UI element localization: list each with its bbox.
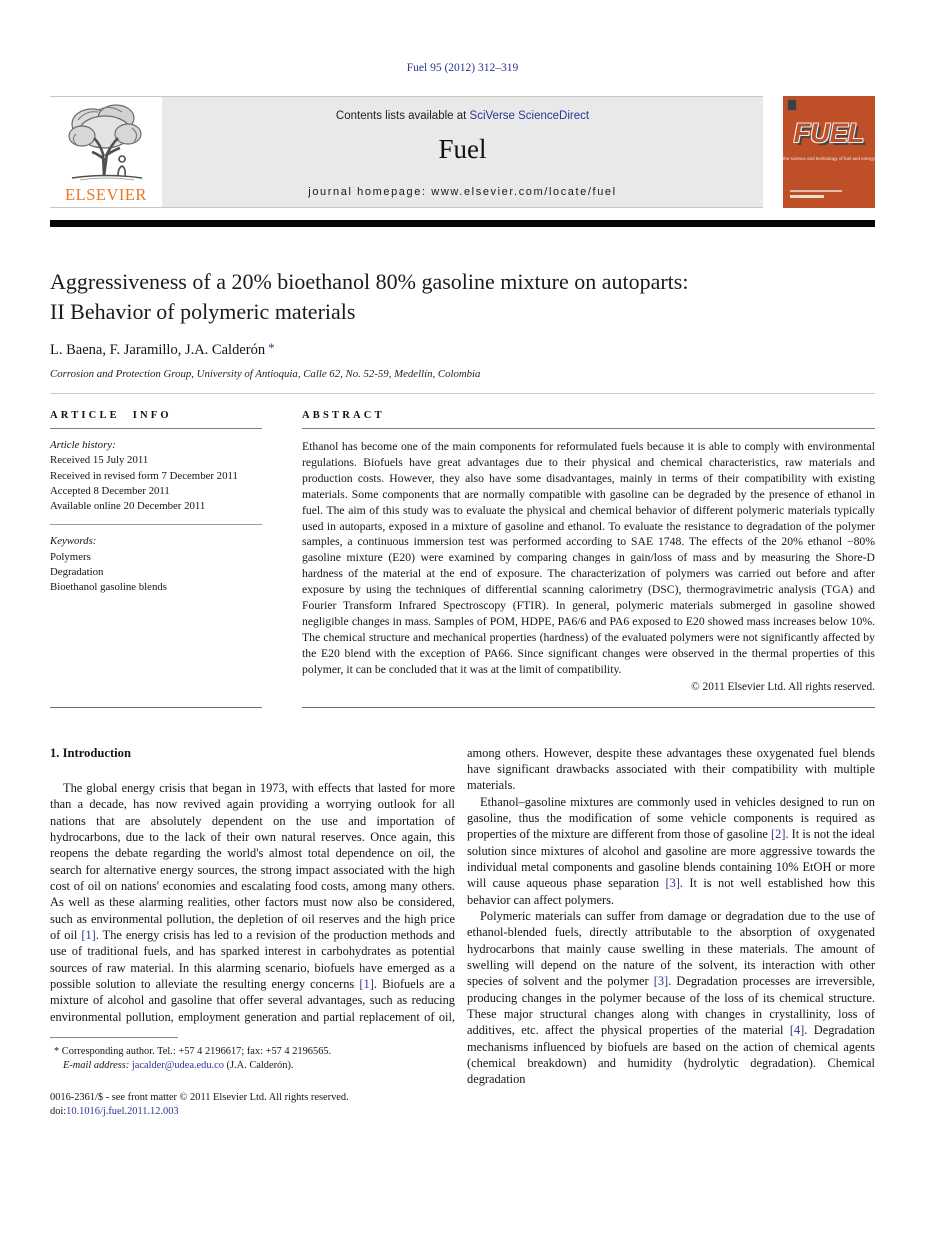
- keywords-label: Keywords:: [50, 535, 97, 548]
- text-segment: . It is not well established how this behavior can affect polymers.: [467, 876, 875, 907]
- contents-list-line: [162, 110, 763, 122]
- text-segment: among others. However, despite these advantages these oxygenated fuel blends have significant drawbacks associated with their compatibility with multiple materials.: [467, 745, 875, 793]
- list-item: Polymers: [50, 550, 91, 563]
- body-paragraph: [467, 908, 875, 1088]
- list-item: Available online 20 December 2011: [50, 500, 206, 513]
- body-paragraph: [467, 745, 875, 794]
- cover-emblem-icon: [788, 100, 796, 110]
- footnote-email-line: [50, 1059, 455, 1073]
- right-column-paragraphs: [467, 745, 875, 1088]
- banner-center-panel: [162, 97, 763, 207]
- body-right-column: [467, 745, 875, 1120]
- author-affiliation: Corrosion and Protection Group, University of Antioquia, Calle 62, No. 52-59, Medellín, Colombia: [50, 368, 481, 380]
- journal-banner: [50, 96, 875, 208]
- article-history-block: [50, 429, 262, 514]
- footnote-rule: [50, 1037, 178, 1038]
- cover-journal-title: FUEL: [793, 118, 865, 148]
- journal-citation-header: Fuel 95 (2012) 312–319: [406, 62, 519, 74]
- cover-footer-decoration: [790, 190, 842, 192]
- doi-link[interactable]: 10.1016/j.fuel.2011.12.003: [66, 1106, 179, 1117]
- article-title: [50, 267, 875, 327]
- introduction-heading: 1. Introduction: [50, 745, 131, 760]
- elsevier-wordmark: ELSEVIER: [65, 185, 147, 204]
- article-title-line2: II Behavior of polymeric materials: [50, 299, 356, 324]
- text-segment: . The energy crisis has led to a revision of the production methods and use of traditional fuels, and has sparked interest in carbohydrates as potential sources of raw material. In this alarming scenario, biofuels have emerged as a possible solution to alleviate the resulting energy concerns: [50, 928, 455, 992]
- citation-link[interactable]: [3]: [653, 974, 669, 989]
- text-segment: . Degradation mechanisms influenced by biofuels are based on the action of chemical agents (chemical breakdown) and humidity (hydrolytic degradation). Chemical degradation: [467, 1023, 876, 1087]
- elsevier-logo-block: [50, 97, 162, 207]
- footnote-asterisk: *: [54, 1046, 60, 1058]
- email-label: E-mail address:: [63, 1060, 130, 1072]
- journal-name: Fuel: [438, 134, 487, 164]
- footnote-contact-text: Corresponding author. Tel.: +57 4 2196617; fax: +57 4 2196565.: [59, 1046, 332, 1058]
- list-item: Degradation: [50, 566, 104, 579]
- text-segment: . Degradation processes are irreversible, producing changes in the polymer because of the loss of its chemical structure. These major structural changes along with changes in crystallinity, loss of additives, etc. affect the physical properties of the material: [467, 974, 875, 1038]
- abstract-text: Ethanol has become one of the main components for reformulated fuels because it is able to comply with environmental regulations. Biofuels have great advantages due to their physical and chemical characteristics, raw materials and production costs. However, they also have some disadvantages, mainly in terms of their compatibility with existing materials. Some components that are normally compatible with gasoline can be degraded by the presence of ethanol in fuel. The aim of this study was to evaluate the physical and chemical behavior of different polymeric materials typically used in autoparts, exposed in a mixture of gasoline and ethanol. To evaluate the resistance to degradation of the polymer samples, a continuous immersion test was performed according to SAE 1748. The effects of the 20% ethanol −80% gasoline mixture (E20) were examined by comparing changes in gain/loss of mass and by measuring the Shore-D hardness of the material at the end of exposure. The characterization of polymers was carried out before and after exposure by using the techniques of differential scanning calorimetry (DSC), thermogravimetric analysis (TGA) and Fourier Transform Infrared Spectroscopy (FTIR). In general, polymeric materials submerged in gasoline showed negligible changes in mass. Samples of POM, HDPE, PA6/6 and PA6 exposed to E20 showed mass increases below 10%. The chemical structure and mechanical properties (hardness) of the evaluated polymers were not significantly affected by the E20 blend with the exception of PA66. Since significant changes were observed in the thermal properties of this polymer, it can be concluded that it was at the limit of compatibility.: [302, 440, 875, 676]
- corresponding-author-asterisk-link[interactable]: *: [268, 340, 275, 355]
- header-divider-bar: [50, 220, 875, 227]
- doi-label: doi:: [50, 1106, 67, 1117]
- list-item: Bioethanol gasoline blends: [50, 581, 167, 594]
- body-paragraph: [467, 794, 875, 908]
- imprint-block: [50, 1091, 455, 1120]
- citation-link[interactable]: [1]: [81, 928, 96, 943]
- text-segment: . It is not the ideal solution since mixtures of alcohol and gasoline are more aggressive towards the individual metal components and gasoline blends containing 10% EtOH or more will cause aqueous phase separation: [467, 827, 875, 891]
- info-abstract-section: [50, 394, 875, 708]
- cover-subtitle: the science and technology of fuel and energy: [783, 156, 875, 161]
- sciverse-sciencedirect-link[interactable]: SciVerse ScienceDirect: [469, 110, 590, 122]
- doi-line: [50, 1105, 455, 1120]
- email-suffix: (J.A. Calderón).: [223, 1060, 294, 1072]
- citation-link[interactable]: [4]: [789, 1023, 805, 1038]
- article-history-label: Article history:: [50, 439, 116, 451]
- abstract-column: [302, 394, 875, 708]
- keywords-block: [50, 525, 262, 607]
- elsevier-tree-icon: [58, 98, 154, 187]
- abstract-heading: ABSTRACT: [302, 394, 875, 429]
- article-info-column: [50, 394, 262, 708]
- text-segment: Ethanol–gasoline mixtures are commonly used in vehicles designed to run on gasoline, thus the modification of some vehicle components is required as properties of the mixture are different from those of gasoline: [467, 794, 875, 842]
- journal-cover-thumbnail[interactable]: [783, 96, 875, 208]
- article-title-line1: Aggressiveness of a 20% bioethanol 80% gasoline mixture on autoparts:: [50, 269, 689, 294]
- body-paragraph: [50, 780, 455, 1025]
- issn-line: 0016-2361/$ - see front matter © 2011 Elsevier Ltd. All rights reserved.: [50, 1091, 349, 1103]
- list-item: Accepted 8 December 2011: [50, 484, 170, 497]
- body-two-column-section: [50, 745, 875, 1120]
- author-line: [50, 342, 875, 359]
- corresponding-author-footnote: [50, 1037, 455, 1073]
- email-link[interactable]: jacalder@udea.edu.co: [129, 1060, 224, 1072]
- contents-prefix-text: Contents lists available at: [335, 110, 470, 122]
- body-left-column: [50, 745, 455, 1120]
- article-info-heading: ARTICLE INFO: [50, 394, 262, 429]
- journal-homepage-link[interactable]: journal homepage: www.elsevier.com/locate/fuel: [308, 186, 617, 198]
- citation-link[interactable]: [2]: [771, 827, 786, 842]
- text-segment: Polymeric materials can suffer from damage or degradation due to the use of ethanol-blended fuels, directly attributable to the absorption of oxygenated hydrocarbons that mainly cause swelling in these materials. The amount of swelling will depend on the nature of the solvent, its interaction with other species of solvent and the polymer: [467, 909, 875, 989]
- text-segment: The global energy crisis that began in 1973, with effects that lasted for more than a decade, has now revived again providing a worrying outlook for all nations that are absolutely dependent on the use and importation of hydrocarbons, due to the lack of their own natural reserves. Once again, this reopens the debate regarding the world's almost total dependence on oil, the search for alternative energy sources, the strong impact associated with the high cost of oil on nations' economies and escalating food costs, among many others. As well as these alarming realities, other factors must now also be considered, such as environmental pollution, the depletion of oil reserves and the high price of oil: [50, 780, 455, 943]
- list-item: Received 15 July 2011: [50, 454, 149, 467]
- article-history-list: [50, 453, 262, 514]
- cover-sciencedirect-mark: [790, 195, 824, 198]
- keywords-list: [50, 550, 262, 596]
- text-segment: . Biofuels are a mixture of alcohol and gasoline that offer several advantages, such as reducing environmental pollution, employment generation and partial replacement of oil,: [50, 977, 455, 1024]
- citation-link[interactable]: [1]: [359, 977, 374, 992]
- copyright-line: © 2011 Elsevier Ltd. All rights reserved.: [691, 680, 875, 693]
- footnote-contact-line: [50, 1045, 455, 1059]
- banner-main: [50, 96, 763, 208]
- citation-link[interactable]: [3]: [665, 876, 680, 891]
- left-column-paragraphs: [50, 780, 455, 1025]
- author-names: L. Baena, F. Jaramillo, J.A. Calderón: [50, 342, 266, 358]
- list-item: Received in revised form 7 December 2011: [50, 469, 238, 482]
